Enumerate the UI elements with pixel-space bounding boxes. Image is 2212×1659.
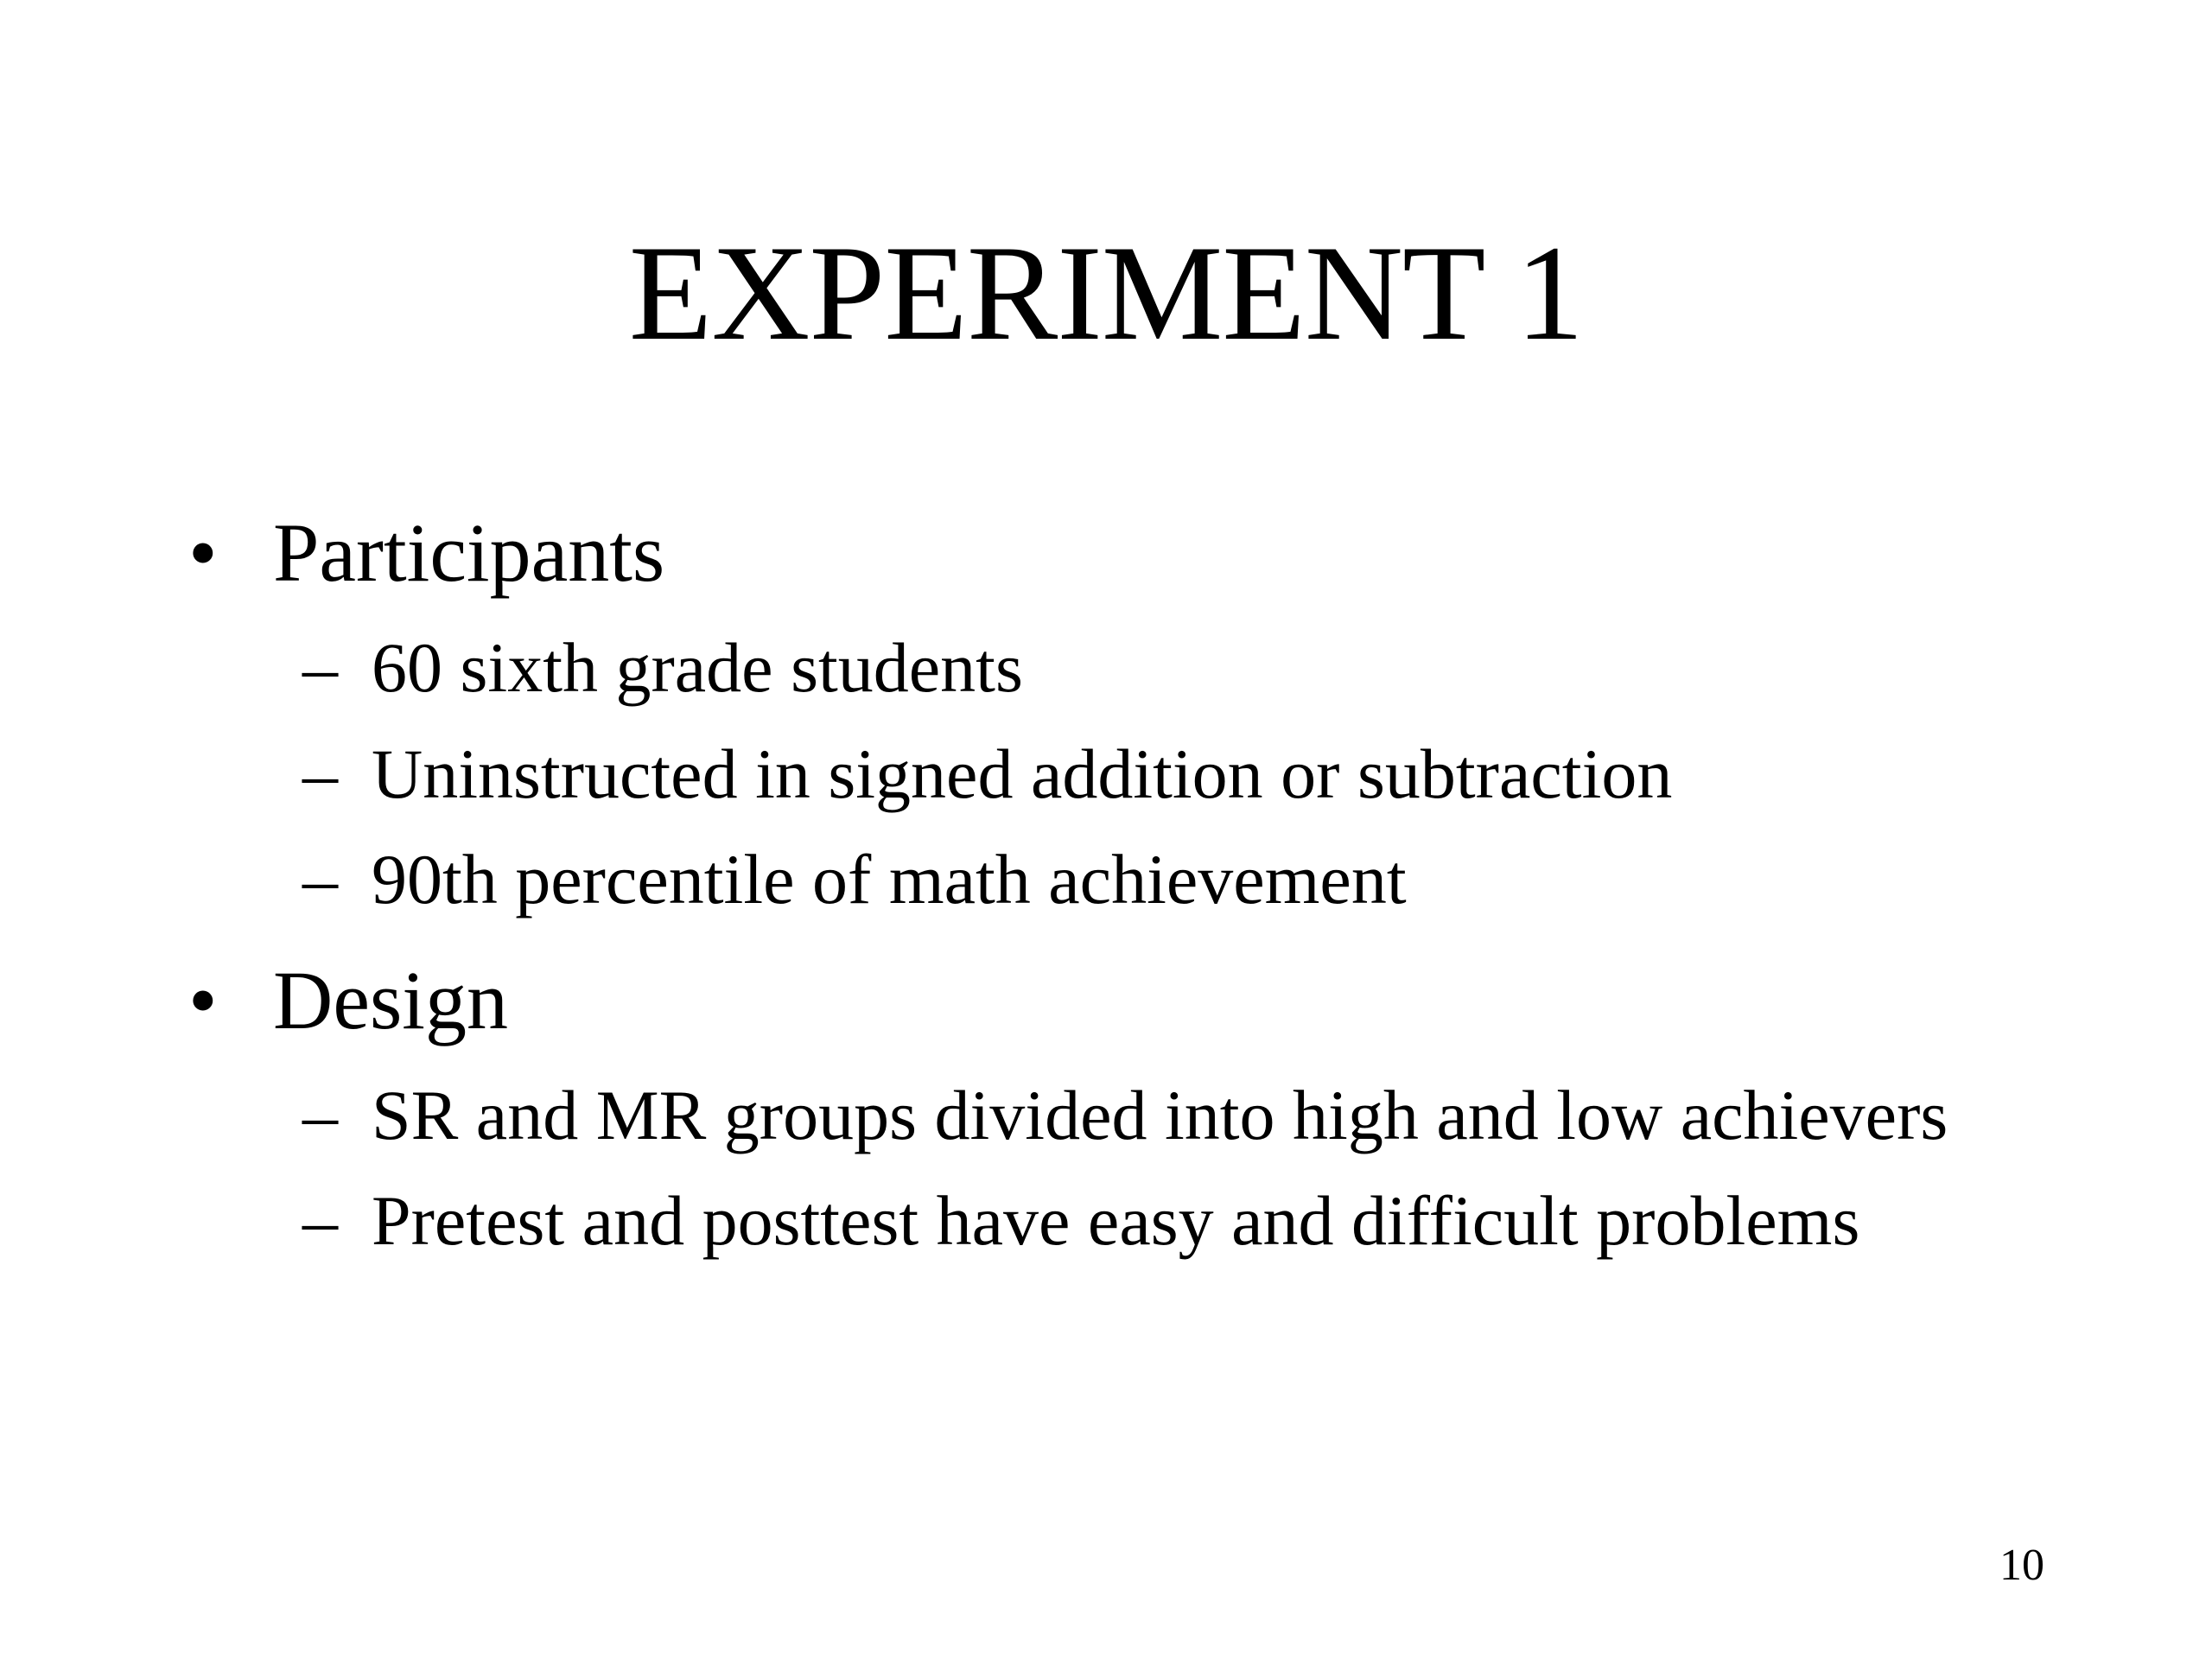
subitem-text: SR and MR groups divided into high and low achievers <box>372 1076 1948 1154</box>
subitem-marker: – <box>302 1181 338 1260</box>
subitem-marker: – <box>302 628 338 707</box>
bullet-text: Design <box>273 954 508 1046</box>
subitem-marker: – <box>302 840 338 918</box>
bullet-marker: • <box>188 506 218 599</box>
subitem-marker: – <box>302 734 338 813</box>
subitem-text: Uninstructed in signed addition or subtraction <box>372 734 1673 813</box>
subitem-marker: – <box>302 1076 338 1154</box>
subitem-text: 60 sixth grade students <box>372 628 1023 707</box>
subitem-text: Pretest and posttest have easy and difficult problems <box>372 1181 1860 1260</box>
subitem-text: 90th percentile of math achievement <box>372 840 1407 918</box>
bullet-text: Participants <box>273 506 665 599</box>
slide-title: EXPERIMENT 1 <box>628 218 1584 369</box>
page-number: 10 <box>1999 1541 2044 1590</box>
bullet-marker: • <box>188 954 218 1046</box>
